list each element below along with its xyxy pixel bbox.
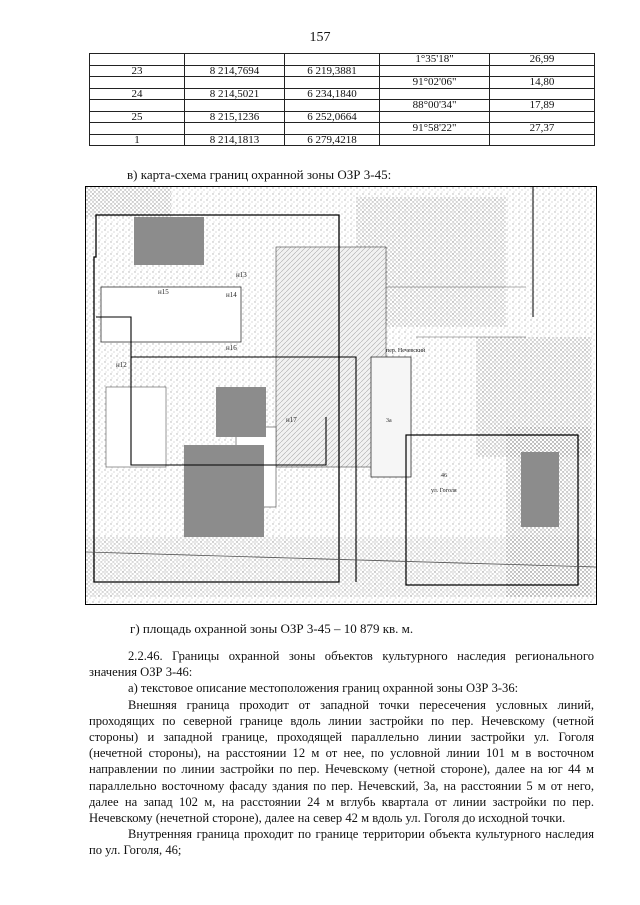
table-cell-angle (380, 134, 490, 146)
inner-boundary-description: Внутренняя граница проходит по границе территории объекта культурного наследия по ул. Гоголя, 46; (89, 827, 594, 858)
table-cell-x (185, 77, 285, 89)
table-cell-angle: 91°02'06" (380, 77, 490, 89)
table-cell-num: 25 (90, 111, 185, 123)
map-label: н14 (226, 291, 237, 299)
table-row (90, 111, 595, 123)
map-label: н15 (158, 288, 169, 296)
table-cell-dist: 27,37 (490, 123, 595, 135)
table-cell-dist (490, 134, 595, 146)
building-block (216, 387, 266, 437)
map-label: 3а (386, 418, 392, 424)
table-cell-num: 24 (90, 88, 185, 100)
table-cell-y: 6 252,0664 (285, 111, 380, 123)
table-cell-num: 1 (90, 134, 185, 146)
section-text (89, 648, 594, 859)
building-block (184, 445, 264, 537)
table-cell-y (285, 77, 380, 89)
map-label: н16 (226, 344, 237, 352)
area-caption: г) площадь охранной зоны ОЗР 3-45 – 10 879 кв. м. (130, 621, 414, 636)
table-cell-x: 8 215,1236 (185, 111, 285, 123)
table-cell-angle (380, 65, 490, 77)
building-block (134, 217, 204, 265)
table-cell-num (90, 100, 185, 112)
table-cell-num: 23 (90, 65, 185, 77)
table-cell-x (185, 100, 285, 112)
table-cell-y (285, 100, 380, 112)
table-cell-angle: 91°58'22" (380, 123, 490, 135)
table-cell-angle (380, 88, 490, 100)
table-row (90, 134, 595, 146)
map-label: н17 (286, 416, 297, 424)
table-cell-y (285, 54, 380, 66)
table-cell-angle: 88°00'34" (380, 100, 490, 112)
map-label: н12 (116, 361, 127, 369)
table-cell-dist (490, 111, 595, 123)
map-label: н13 (236, 271, 247, 279)
table-row (90, 100, 595, 112)
section-heading: 2.2.46. Границы охранной зоны объектов культурного наследия регионального значения ОЗР 3-46: (89, 649, 594, 680)
table-row (90, 77, 595, 89)
page-number: 157 (309, 30, 331, 45)
map-label: пер. Нечевский (386, 348, 426, 354)
outer-boundary-description: Внешняя граница проходит от западной точки пересечения условных линий, проходящих по северной границе вдоль линии застройки по пер. Нечевскому (четной стороны) и западной границе, проходящей параллельно линии застройки ул. Гоголя (нечетной стороны), на расстоянии 12 м от нее, по условной линии 101 м в восточном направлении по линии застройки по пер. Нечевскому (четной стороне), далее на юг 44 м параллельно восточному фасаду здания по пер. Нечевский, 3а, на расстоянии 5 м от него, далее на запад 102 м, на расстоянии 24 м вглубь квартала от линии застройки по пер. Нечевскому (нечетной стороне), далее на север 42 м вдоль ул. Гоголя до исходной точки. (89, 697, 594, 826)
map-label: 46 (441, 473, 447, 479)
table-cell-y (285, 123, 380, 135)
table-cell-dist: 26,99 (490, 54, 595, 66)
table-row (90, 123, 595, 135)
table-cell-y: 6 234,1840 (285, 88, 380, 100)
table-cell-x: 8 214,1813 (185, 134, 285, 146)
building-block (521, 452, 559, 527)
table-cell-x: 8 214,5021 (185, 88, 285, 100)
table-cell-angle: 1°35'18" (380, 54, 490, 66)
table-cell-dist: 17,89 (490, 100, 595, 112)
table-cell-dist (490, 65, 595, 77)
table-cell-num (90, 54, 185, 66)
boundary-map (85, 186, 597, 605)
table-cell-x (185, 123, 285, 135)
table-cell-x (185, 54, 285, 66)
table-cell-angle (380, 111, 490, 123)
subsection-a: а) текстовое описание местоположения границ охранной зоны ОЗР 3-36: (128, 681, 519, 696)
table-cell-dist (490, 88, 595, 100)
table-cell-dist: 14,80 (490, 77, 595, 89)
map-label: ул. Гоголя (431, 488, 457, 494)
table-cell-num (90, 77, 185, 89)
table-cell-num (90, 123, 185, 135)
table-cell-y: 6 219,3881 (285, 65, 380, 77)
table-cell-y: 6 279,4218 (285, 134, 380, 146)
map-caption: в) карта-схема границ охранной зоны ОЗР 3-45: (127, 167, 392, 182)
table-row (90, 65, 595, 77)
table-cell-x: 8 214,7694 (185, 65, 285, 77)
coordinates-table (89, 53, 595, 146)
table-row (90, 88, 595, 100)
table-row (90, 54, 595, 66)
